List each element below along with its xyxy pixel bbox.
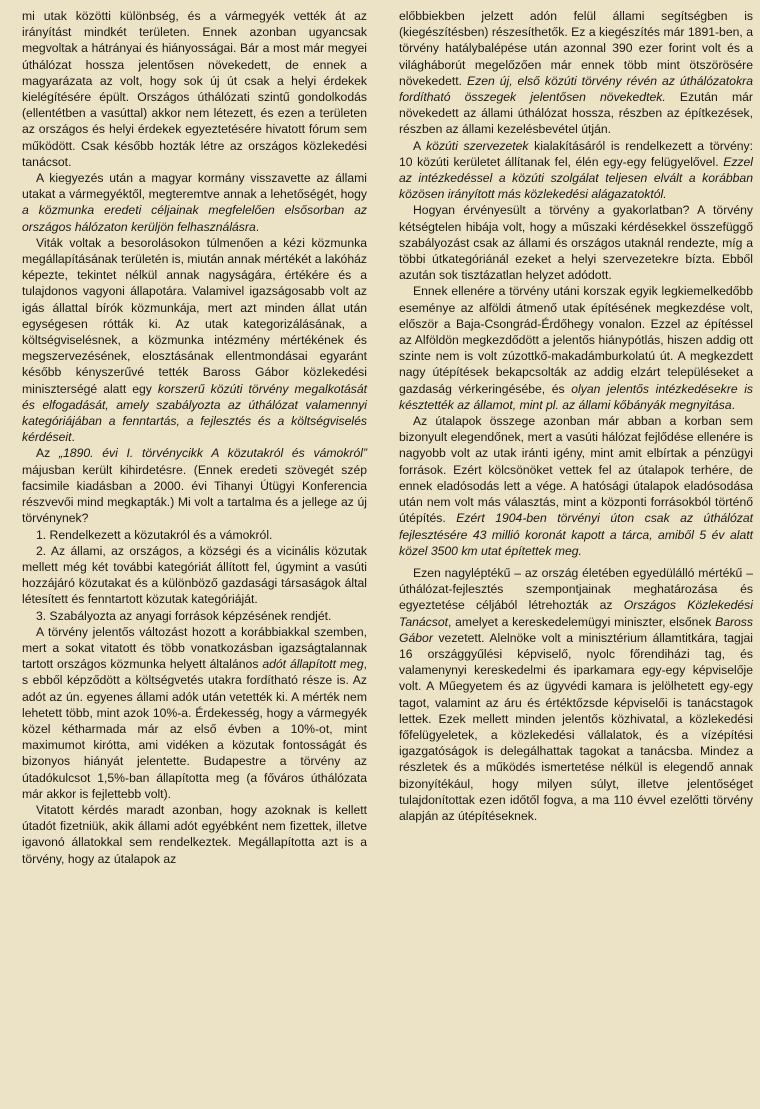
emphasis-text: Ezért 1904-ben törvényi úton csak az úthálózat fejlesztésére 43 millió koronát kapott a tárca, amiből 5 év alatt közel 3500 km utat építettek meg. [399, 511, 754, 558]
paragraph [22, 8, 367, 170]
text-run: 2. Az állami, az országos, a községi és a vicinális közutak mellett még két további kategóriát állított fel, úgymint a vasúti hozzájáró közutakat és a különböző gazdasági társaságok által létesített és fenntartott közutak kategóriáját. [22, 543, 367, 607]
emphasis-text: Országos Közlekedési Tanácsot [399, 598, 753, 629]
emphasis-text: „1890. évi I. törvénycikk A közutakról és vámokról” [58, 446, 367, 461]
text-run: , amelyet a kereskedelemügyi miniszter, elsőnek [448, 614, 716, 629]
left-column [22, 8, 367, 867]
paragraph [22, 445, 367, 526]
text-run: vezetett. Alelnöke volt a minisztérium államtitkára, tagjai 16 országgyűlési képviselő, nyolc főrendiházi tag, és valamenynyi kereskedelmi és iparkamara egy-egy képviselője volt. A Műegyetem és az ügyvédi kamara is jelölhetett egy-egy tagot, valamint az áru és értéktőzsde képviselői is tanácstagok lettek. Ezek mellett minden jelentős közhivatal, a közlekedési főfelügyeletek, a közlekedési vállalatok, és a vízépítési igazgatóságok is delegálhattak tagokat a tanácsba. Mindez a részletek és a működés ismertetése nélkül is elegendő annak bizonyítékául, hogy milyen súlyt, illetve jelentőséget tulajdonítottak ezen időtől fogva, a ma 110 évvel ezelőtti törvény alapján az útépítéseknek. [399, 630, 753, 823]
paragraph [399, 202, 753, 283]
emphasis-text: Ezen új, első közúti törvény révén az úthálózatokra fordítható összegek jelentősen növekedtek. [399, 73, 754, 105]
text-run: Ezen nagyléptékű – az ország életében egyedülálló mértékű – úthálózat-fejlesztés szempontjainak meghatározása és egyeztetése céljából létrehozták az [399, 565, 753, 613]
text-run: 1. Rendelkezett a közutakról és a vámokról. [36, 527, 273, 542]
emphasis-text: olyan jelentős intézkedésekre is késztették az államot, mint pl. az állami kőbányák megnyitása [399, 381, 753, 412]
paragraph [22, 624, 367, 802]
text-run: A kiegyezés után a magyar kormány visszavette az állami utakat a vármegyéktől, megteremtve annak a lehetőségét, hogy [22, 171, 367, 202]
paragraph [399, 8, 753, 138]
emphasis-text: korszerű közúti törvény megalkotását és elfogadását, amely szabályozta az úthálózat valamennyi kategóriájában a fenntartás, a fejlesztés és a költségviselés kérdéseit [22, 381, 367, 445]
emphasis-text: a közmunka eredeti céljainak megfelelően elsősorban az országos hálózaton kerüljön felhasználásra [22, 203, 367, 234]
text-run: Ennek ellenére a törvény utáni korszak egyik legkiemelkedőbb eseménye az alföldi átmenő utak építésének megkezdése volt, először a Baja-Csongrád-Érdőhegy vonalon. Ezzel az építéssel az Alföldön megkezdődött a jelentős hiánypótlás, hiszen addig ott szinte nem is volt zúzottkő-makadámburkolatú út. A megkezdett nagy útépítések bekapcsolták az addig elzárt településeket a gazdaság vérkeringésébe, és [399, 284, 753, 396]
paragraph [22, 235, 367, 446]
list-item [22, 527, 367, 543]
right-column [399, 8, 753, 824]
list-item [22, 608, 367, 624]
paragraph [399, 565, 753, 824]
text-run: 3. Szabályozta az anyagi források képzésének rendjét. [36, 608, 332, 623]
emphasis-text: Ezzel az intézkedéssel a közúti szolgálat teljesen elvált a korábban közösen irányított más közlekedési alágazatoktól. [399, 154, 753, 202]
text-run: májusban került kihirdetésre. (Ennek eredeti szövegét szép facsimile kiadásban a 2000. évi Tihanyi Útügyi Konferencia részvevői mind megkapták.) Mi volt a tartalma és a jellege az új törvénynek? [22, 462, 367, 526]
text-run: A törvény jelentős változást hozott a korábbiakkal szemben, mert a sokat vitatott és több vonatkozásban igazságtalannak tartott országos közmunka helyett általános [22, 624, 367, 672]
text-run: Vitatott kérdés maradt azonban, hogy azoknak is kellett útadót fizetniük, akik állami adót egyébként nem fizettek, illetve igavonó állatokkal sem rendelkeztek. Megállapította azt is a törvény, hogy az útalapok az [22, 802, 367, 866]
list-item [22, 543, 367, 608]
text-run: , s ebből képződött a költségvetés utakra fordítható része is. Az adót az ún. egyenes állami adók után vetették ki. A mérték nem lehetett több, mint azok 10%-a. Érdekesség, hogy a vármegyék közel kétharmada már az első évben a 10%-ot, mint maximumot kirótta, ami vidéken a közutak fontosságát és bizonyos hiányát jelentette. Budapestre a törvény az útadókulcsot 1,5%-ban állapította meg (a főváros úthálózata már akkor is fejlettebb volt). [22, 657, 368, 801]
text-run: előbbiekben jelzett adón felül állami segítségben is (kiegészítésben) részesíthetők. Ez a kiegészítés már 1891-ben, a törvény hatálybalépése után azonnal 390 ezer forint volt és a világháborút megelőzően már ennek több mint ötszörösére növekedett. [399, 9, 753, 88]
emphasis-text: Baross Gábor [399, 614, 753, 645]
emphasis-text: közúti szervezetek [426, 138, 529, 153]
text-run: kialakításáról is rendelkezett a törvény: 10 közúti kerületet állítanak fel, élén egy-egy felügyelővel. [399, 138, 753, 169]
text-run: A [413, 138, 427, 153]
text-run: Viták voltak a besorolásokon túlmenően a kézi közmunka megállapításának területén is, miután annak mértékét a lakóház képezte, tekintet nélkül annak nagyságára, értékére és a tulajdonos vagyoni állapotára. Valamivel igazságosabb volt az igás állattal bírók közmunkája, mert azt minden állat után egységesen rótták ki. Az utak kategorizálásának, a költségviselésnek, a közmunka intézmény mértékének és megszervezésének, elosztásának ellentmondásai egyaránt később kényszerűvé tették Baross Gábor közlekedési miniszterségé alatt egy [22, 235, 367, 396]
paragraph [399, 138, 753, 203]
paragraph [22, 802, 367, 867]
text-run: Hogyan érvényesült a törvény a gyakorlatban? A törvény kétségtelen hibája volt, hogy a műszaki kérdésekkel összefüggő szabályozást csak az állami és országos utaknál rendezte, míg a többi útkategóriánál ezeket a helyi szervezetekre bízta. Ebből azután sok tisztázatlan helyzet adódott. [399, 203, 753, 283]
text-run: . [255, 219, 260, 234]
text-run: Az [36, 446, 59, 461]
emphasis-text: adót állapított meg [262, 657, 364, 672]
paragraph [22, 170, 367, 235]
text-run: . [71, 430, 75, 445]
paragraph [399, 283, 753, 413]
text-run: Ezután már növekedett az állami úthálózat hossza, részben az építkezések, részben az állami kezelésbevétel útján. [399, 90, 753, 137]
text-run: mi utak közötti különbség, és a vármegyék vették át az irányítást mindkét területen. Ennek azonban ugyancsak megvoltak a hátrányai és hiányosságai. Bár a most már megyei úthálózat hossza jelentősen növekedett, de ennek a magyarázata az volt, hogy sok új út csak a helyi érdekek kielégítésére épült. Országos úthálózati szintű gondolkodás (ellentétben a vasúttal) akkor nem létezett, és ezen a területen az országos és helyi érdekek egyeztetésére hivatott fórum sem működött. Csak később hozták létre az országos közlekedési tanácsot. [22, 9, 367, 169]
text-run: Az útalapok összege azonban már abban a korban sem bizonyult elegendőnek, mert a vasúti hálózat fejlődése ellenére is nagyobb volt az utak iránti igény, mint amit elbírtak a pénzügyi források. Ezért kölcsönöket vettek fel az útalapok terhére, de ennek eladósodás lett a vége. A hatósági útalapok eladósodása után nem volt más választás, mint a központi forrásokból történő útépítés. [399, 414, 753, 526]
paragraph [399, 413, 753, 559]
text-run: . [731, 397, 735, 412]
